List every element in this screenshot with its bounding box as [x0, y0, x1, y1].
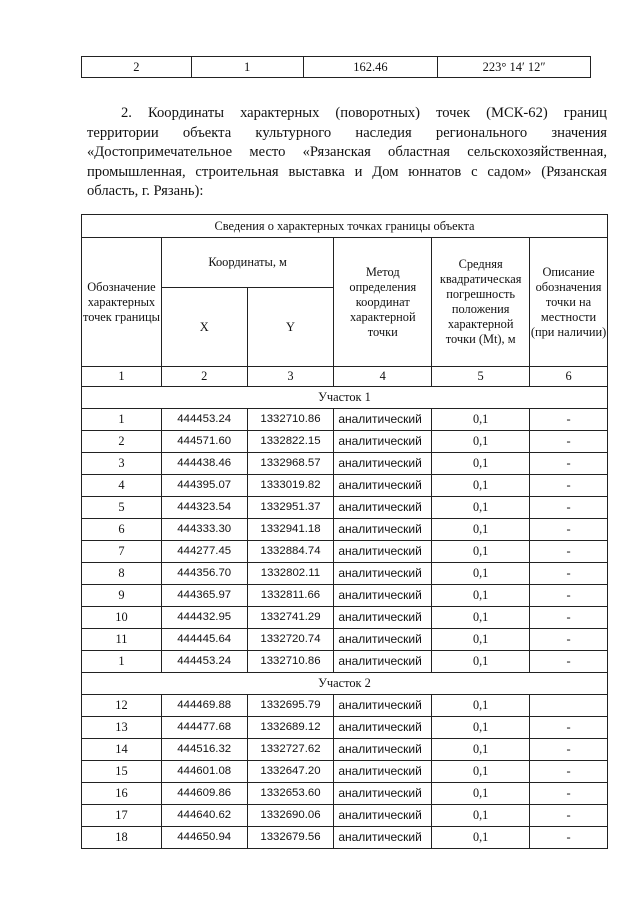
error-cell: 0,1	[432, 431, 530, 453]
method-cell: аналитический	[334, 827, 432, 849]
method-cell: аналитический	[334, 695, 432, 717]
method-cell: аналитический	[334, 519, 432, 541]
table-row	[82, 695, 608, 717]
y-coord-cell: 1332811.66	[247, 585, 334, 607]
error-cell: 0,1	[432, 695, 530, 717]
point-to-cell: 1	[191, 57, 303, 78]
x-coord-cell: 444445.64	[161, 629, 247, 651]
angle-cell: 223° 14′ 12″	[438, 57, 591, 78]
section2-rows	[82, 695, 608, 849]
description-cell: -	[530, 651, 608, 673]
table-row	[82, 497, 608, 519]
method-cell: аналитический	[334, 783, 432, 805]
description-cell: -	[530, 585, 608, 607]
table-row	[82, 475, 608, 497]
description-cell: -	[530, 761, 608, 783]
table-row	[82, 519, 608, 541]
description-cell: -	[530, 431, 608, 453]
description-cell	[530, 695, 608, 717]
x-coord-cell: 444609.86	[161, 783, 247, 805]
point-id-cell: 17	[82, 805, 162, 827]
point-id-cell: 2	[82, 431, 162, 453]
point-id-cell: 12	[82, 695, 162, 717]
error-cell: 0,1	[432, 409, 530, 431]
y-coord-cell: 1332690.06	[247, 805, 334, 827]
description-cell: -	[530, 629, 608, 651]
y-coord-cell: 1332647.20	[247, 761, 334, 783]
x-coord-cell: 444640.62	[161, 805, 247, 827]
col-number: 5	[432, 367, 530, 387]
table-row	[82, 629, 608, 651]
error-cell: 0,1	[432, 827, 530, 849]
description-cell: -	[530, 475, 608, 497]
point-id-cell: 13	[82, 717, 162, 739]
method-cell: аналитический	[334, 475, 432, 497]
error-cell: 0,1	[432, 585, 530, 607]
y-coord-cell: 1332720.74	[247, 629, 334, 651]
y-coord-cell: 1332802.11	[247, 563, 334, 585]
header-method: Метод определения координат характерной точки	[334, 238, 432, 367]
point-from-cell: 2	[82, 57, 192, 78]
method-cell: аналитический	[334, 651, 432, 673]
point-id-cell: 6	[82, 519, 162, 541]
y-coord-cell: 1332741.29	[247, 607, 334, 629]
y-coord-cell: 1332951.37	[247, 497, 334, 519]
point-id-cell: 3	[82, 453, 162, 475]
x-coord-cell: 444356.70	[161, 563, 247, 585]
header-y: Y	[247, 288, 334, 367]
table-row	[82, 431, 608, 453]
header-description: Описание обозначения точки на местности (при наличии)	[530, 238, 608, 367]
point-id-cell: 18	[82, 827, 162, 849]
section1-rows	[82, 409, 608, 673]
table-row	[82, 541, 608, 563]
header-coords: Координаты, м	[161, 238, 333, 288]
table-row	[82, 409, 608, 431]
table-row	[82, 717, 608, 739]
error-cell: 0,1	[432, 541, 530, 563]
point-id-cell: 5	[82, 497, 162, 519]
error-cell: 0,1	[432, 497, 530, 519]
y-coord-cell: 1332710.86	[247, 409, 334, 431]
y-coord-cell: 1332968.57	[247, 453, 334, 475]
method-cell: аналитический	[334, 497, 432, 519]
error-cell: 0,1	[432, 761, 530, 783]
header-point: Обозначение характерных точек границы	[82, 238, 162, 367]
boundary-points-table	[81, 214, 608, 849]
col-number: 3	[247, 367, 334, 387]
x-coord-cell: 444477.68	[161, 717, 247, 739]
x-coord-cell: 444432.95	[161, 607, 247, 629]
method-cell: аналитический	[334, 585, 432, 607]
point-id-cell: 4	[82, 475, 162, 497]
method-cell: аналитический	[334, 629, 432, 651]
method-cell: аналитический	[334, 409, 432, 431]
error-cell: 0,1	[432, 519, 530, 541]
col-number: 1	[82, 367, 162, 387]
description-cell: -	[530, 805, 608, 827]
y-coord-cell: 1332679.56	[247, 827, 334, 849]
x-coord-cell: 444571.60	[161, 431, 247, 453]
x-coord-cell: 444438.46	[161, 453, 247, 475]
section-label: Участок 2	[82, 673, 608, 695]
x-coord-cell: 444453.24	[161, 409, 247, 431]
point-id-cell: 14	[82, 739, 162, 761]
header-x: X	[161, 288, 247, 367]
table-row	[82, 761, 608, 783]
description-cell: -	[530, 717, 608, 739]
y-coord-cell: 1332695.79	[247, 695, 334, 717]
description-cell: -	[530, 783, 608, 805]
description-cell: -	[530, 739, 608, 761]
error-cell: 0,1	[432, 629, 530, 651]
y-coord-cell: 1332727.62	[247, 739, 334, 761]
error-cell: 0,1	[432, 563, 530, 585]
description-cell: -	[530, 607, 608, 629]
x-coord-cell: 444277.45	[161, 541, 247, 563]
description-cell: -	[530, 497, 608, 519]
table-row	[82, 585, 608, 607]
table-row	[82, 651, 608, 673]
y-coord-cell: 1332653.60	[247, 783, 334, 805]
error-cell: 0,1	[432, 453, 530, 475]
error-cell: 0,1	[432, 607, 530, 629]
point-id-cell: 16	[82, 783, 162, 805]
x-coord-cell: 444601.08	[161, 761, 247, 783]
description-cell: -	[530, 827, 608, 849]
method-cell: аналитический	[334, 739, 432, 761]
description-cell: -	[530, 541, 608, 563]
point-id-cell: 1	[82, 409, 162, 431]
error-cell: 0,1	[432, 739, 530, 761]
y-coord-cell: 1332884.74	[247, 541, 334, 563]
x-coord-cell: 444453.24	[161, 651, 247, 673]
table-row	[82, 57, 591, 78]
previous-table-fragment	[81, 56, 591, 78]
description-cell: -	[530, 453, 608, 475]
x-coord-cell: 444516.32	[161, 739, 247, 761]
y-coord-cell: 1332941.18	[247, 519, 334, 541]
y-coord-cell: 1332710.86	[247, 651, 334, 673]
table-row	[82, 739, 608, 761]
error-cell: 0,1	[432, 717, 530, 739]
y-coord-cell: 1333019.82	[247, 475, 334, 497]
point-id-cell: 7	[82, 541, 162, 563]
table-row	[82, 805, 608, 827]
method-cell: аналитический	[334, 805, 432, 827]
error-cell: 0,1	[432, 475, 530, 497]
method-cell: аналитический	[334, 717, 432, 739]
description-cell: -	[530, 519, 608, 541]
point-id-cell: 8	[82, 563, 162, 585]
point-id-cell: 11	[82, 629, 162, 651]
y-coord-cell: 1332689.12	[247, 717, 334, 739]
point-id-cell: 15	[82, 761, 162, 783]
distance-cell: 162.46	[303, 57, 438, 78]
method-cell: аналитический	[334, 563, 432, 585]
point-id-cell: 1	[82, 651, 162, 673]
x-coord-cell: 444333.30	[161, 519, 247, 541]
table-row	[82, 563, 608, 585]
point-id-cell: 10	[82, 607, 162, 629]
description-cell: -	[530, 563, 608, 585]
table-row	[82, 827, 608, 849]
section-paragraph: 2. Координаты характерных (поворотных) точек (МСК-62) границ территории объекта культурного наследия регионального значения «Достопримечательное место «Рязанская областная сельскохозяйственная, промышленная, строительная выставка и Дом юннатов с садом» (Рязанская область, г. Рязань):	[87, 105, 607, 199]
method-cell: аналитический	[334, 541, 432, 563]
col-number: 2	[161, 367, 247, 387]
col-number: 4	[334, 367, 432, 387]
method-cell: аналитический	[334, 761, 432, 783]
error-cell: 0,1	[432, 783, 530, 805]
x-coord-cell: 444395.07	[161, 475, 247, 497]
method-cell: аналитический	[334, 431, 432, 453]
y-coord-cell: 1332822.15	[247, 431, 334, 453]
section-label: Участок 1	[82, 387, 608, 409]
method-cell: аналитический	[334, 607, 432, 629]
point-id-cell: 9	[82, 585, 162, 607]
description-cell: -	[530, 409, 608, 431]
header-error: Средняя квадратическая погрешность положения характерной точки (Mt), м	[432, 238, 530, 367]
x-coord-cell: 444365.97	[161, 585, 247, 607]
table-title: Сведения о характерных точках границы объекта	[82, 215, 608, 238]
table-row	[82, 783, 608, 805]
error-cell: 0,1	[432, 651, 530, 673]
x-coord-cell: 444650.94	[161, 827, 247, 849]
table-row	[82, 607, 608, 629]
method-cell: аналитический	[334, 453, 432, 475]
x-coord-cell: 444323.54	[161, 497, 247, 519]
col-number: 6	[530, 367, 608, 387]
error-cell: 0,1	[432, 805, 530, 827]
x-coord-cell: 444469.88	[161, 695, 247, 717]
table-row	[82, 453, 608, 475]
